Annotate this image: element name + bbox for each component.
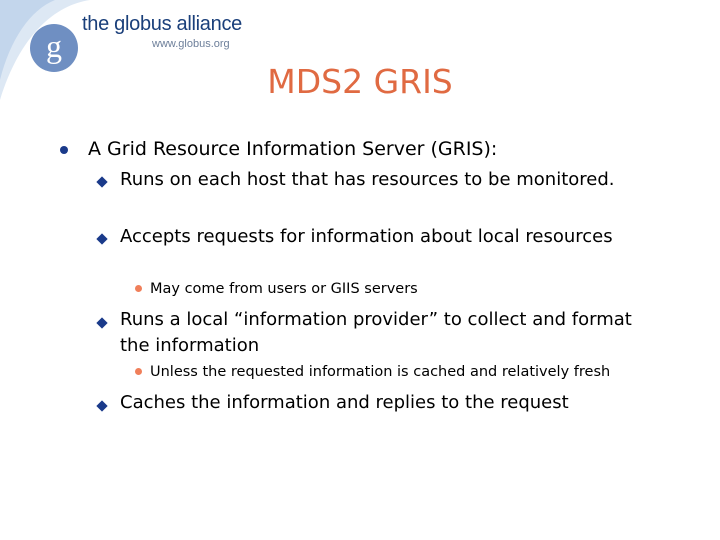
bullet-diamond-icon <box>96 233 107 244</box>
logo-url: www.globus.org <box>152 38 230 50</box>
bullet-dot-small-icon <box>135 368 142 375</box>
bullet-level1: A Grid Resource Information Server (GRIS): <box>88 138 498 160</box>
logo-name: the globus alliance <box>82 13 242 35</box>
bullet-level2: Runs a local “information provider” to collect and format the information <box>120 309 632 356</box>
logo-letter: g <box>46 28 62 64</box>
bullet-level2: Runs on each host that has resources to be monitored. <box>120 169 615 190</box>
bullet-level3: Unless the requested information is cached and relatively fresh <box>150 364 611 380</box>
bullet-dot-small-icon <box>135 285 142 292</box>
bullet-diamond-icon <box>96 176 107 187</box>
slide-title: MDS2 GRIS <box>267 62 453 101</box>
bullet-dot-icon <box>60 146 68 154</box>
bullet-diamond-icon <box>96 400 107 411</box>
bullet-level2: Caches the information and replies to the request <box>120 392 569 413</box>
bullet-diamond-icon <box>96 317 107 328</box>
bullet-level3: May come from users or GIIS servers <box>150 281 418 297</box>
bullet-level2: Accepts requests for information about local resources <box>120 226 613 247</box>
